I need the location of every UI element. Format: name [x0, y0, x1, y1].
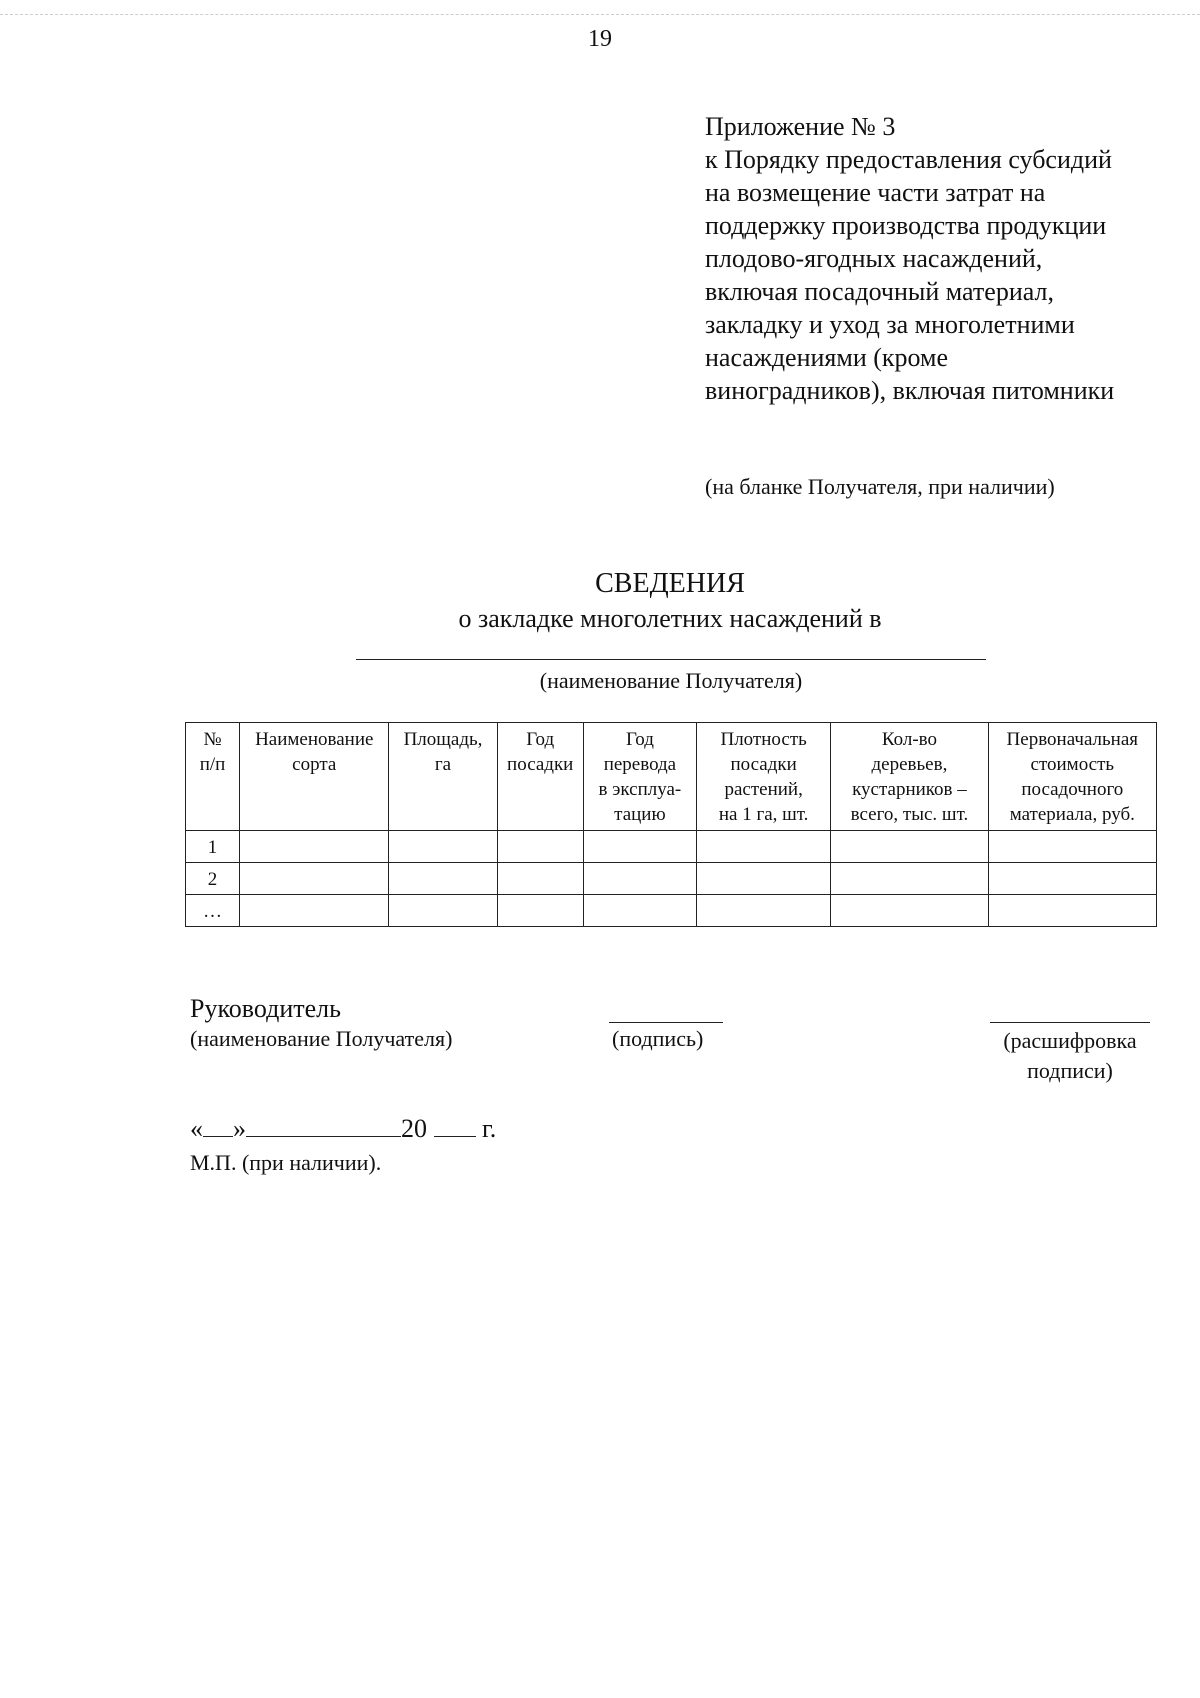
column-header-number: № п/п: [186, 723, 240, 831]
table-cell[interactable]: [988, 895, 1156, 927]
table-cell[interactable]: [831, 895, 988, 927]
table-cell[interactable]: [697, 863, 831, 895]
recipient-caption: (наименование Получателя): [539, 668, 803, 693]
signature-decode-caption: [980, 1026, 1160, 1086]
column-header-density: Плотность посадки растений, на 1 га, шт.: [697, 723, 831, 831]
scan-artifact-line: [0, 14, 1200, 19]
date-field: [190, 1114, 496, 1144]
table-cell[interactable]: [697, 895, 831, 927]
document-subtitle: о закладке многолетних насаждений в: [458, 604, 882, 633]
recipient-name-field[interactable]: [356, 659, 986, 660]
table-cell[interactable]: [497, 831, 583, 863]
table-cell[interactable]: [240, 895, 389, 927]
table-cell[interactable]: [831, 863, 988, 895]
decode-caption-line: подписи): [1027, 1058, 1113, 1083]
appendix-line: Приложение № 3: [705, 112, 896, 141]
signature-field[interactable]: [609, 1022, 723, 1023]
table-cell[interactable]: [497, 895, 583, 927]
table-cell[interactable]: [988, 863, 1156, 895]
table-cell[interactable]: [389, 831, 497, 863]
signature-decode-field[interactable]: [990, 1022, 1150, 1023]
column-header-area: Площадь, га: [389, 723, 497, 831]
date-year-prefix: 20: [401, 1114, 427, 1143]
table-header-row: [186, 723, 1157, 831]
appendix-line: поддержку производства продукции: [705, 211, 1107, 240]
date-close-quote: »: [233, 1114, 246, 1143]
appendix-line: плодово-ягодных насаждений,: [705, 244, 1043, 273]
table-row: [186, 863, 1157, 895]
appendix-line: на возмещение части затрат на: [705, 178, 1046, 207]
table-cell-number: 2: [186, 863, 240, 895]
head-label: Руководитель: [190, 994, 341, 1023]
appendix-line: закладку и уход за многолетними: [705, 310, 1075, 339]
date-year-blank[interactable]: [434, 1114, 476, 1137]
table-cell[interactable]: [831, 831, 988, 863]
table-cell[interactable]: [988, 831, 1156, 863]
column-header-variety: Наименование сорта: [240, 723, 389, 831]
table-cell[interactable]: [497, 863, 583, 895]
head-caption: (наименование Получателя): [190, 1026, 453, 1051]
table-cell[interactable]: [583, 863, 696, 895]
blank-note: (на бланке Получателя, при наличии): [705, 474, 1055, 499]
planting-data-table: [185, 722, 1157, 927]
appendix-header: [705, 110, 1185, 407]
table-cell-number: 1: [186, 831, 240, 863]
signature-caption: (подпись): [612, 1026, 704, 1051]
table-cell[interactable]: [583, 895, 696, 927]
table-row: [186, 831, 1157, 863]
appendix-line: виноградников), включая питомники: [705, 376, 1115, 405]
date-open-quote: «: [190, 1114, 203, 1143]
table-cell-number: …: [186, 895, 240, 927]
seal-note: М.П. (при наличии).: [190, 1150, 382, 1175]
appendix-line: насаждениями (кроме: [705, 343, 949, 372]
document-title: СВЕДЕНИЯ: [595, 568, 745, 599]
table-row: [186, 895, 1157, 927]
table-cell[interactable]: [583, 831, 696, 863]
date-day-blank[interactable]: [203, 1114, 233, 1137]
column-header-planting-year: Год посадки: [497, 723, 583, 831]
table-cell[interactable]: [389, 895, 497, 927]
date-year-suffix: г.: [482, 1114, 497, 1143]
table-cell[interactable]: [389, 863, 497, 895]
page-number: 19: [588, 26, 612, 52]
table-cell[interactable]: [240, 863, 389, 895]
decode-caption-line: (расшифровка: [1003, 1028, 1137, 1053]
table-cell[interactable]: [697, 831, 831, 863]
date-month-blank[interactable]: [246, 1114, 401, 1137]
appendix-line: к Порядку предоставления субсидий: [705, 145, 1112, 174]
column-header-initial-cost: Первоначальная стоимость посадочного материала, руб.: [988, 723, 1156, 831]
column-header-tree-count: Кол-во деревьев, кустарников – всего, тыс. шт.: [831, 723, 988, 831]
table-cell[interactable]: [240, 831, 389, 863]
appendix-line: включая посадочный материал,: [705, 277, 1054, 306]
column-header-operation-year: Год перевода в эксплуа- тацию: [583, 723, 696, 831]
